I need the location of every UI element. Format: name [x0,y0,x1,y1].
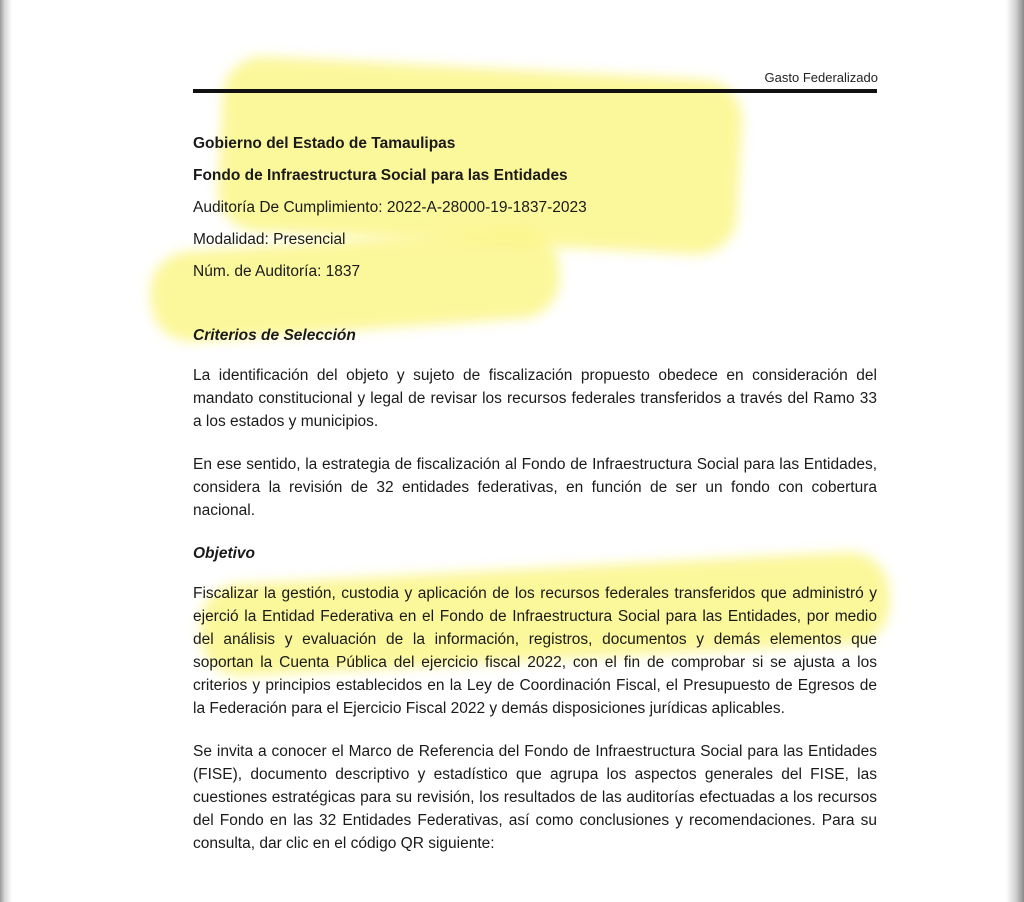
audit-modality: Modalidad: Presencial [193,231,346,248]
criteria-paragraph-1: La identificación del objeto y sujeto de fiscalización propuesto obedece en consideración del mandato constitucional y legal de revisar los recursos federales transferidos a través del Ramo 33 a los estados y municipios. [193,367,877,430]
objective-heading: Objetivo [193,545,256,562]
audit-number: Núm. de Auditoría: 1837 [193,263,361,280]
header-rule [193,89,877,93]
fund-name: Fondo de Infraestructura Social para las Entidades [193,167,568,184]
running-header: Gasto Federalizado [764,70,878,85]
objective-paragraph: Fiscalizar la gestión, custodia y aplicación de los recursos federales transferidos que administró y ejerció la Entidad Federativa en el Fondo de Infraestructura Social para las Entidades, por medio del análisis y evaluación de la información, registros, documentos y demás elementos que soportan la Cuenta Pública del ejercicio fiscal 2022, con el fin de comprobar si se ajusta a los criterios y principios establecidos en la Ley de Coordinación Fiscal, el Presupuesto de Egresos de la Federación para el Ejercicio Fiscal 2022 y demás disposiciones jurídicas aplicables. [193,585,877,717]
document-body [193,132,877,855]
page-edge-shadow-right [1006,0,1024,902]
audit-id: Auditoría De Cumplimiento: 2022-A-28000-19-1837-2023 [193,199,587,216]
reference-paragraph: Se invita a conocer el Marco de Referencia del Fondo de Infraestructura Social para las Entidades (FISE), documento descriptivo y estadístico que agrupa los aspectos generales del FISE, las cuestiones estratégicas para su revisión, los resultados de las auditorías efectuadas a los recursos del Fondo en las 32 Entidades Federativas, así como conclusiones y recomendaciones. Para su consulta, dar clic en el código QR siguiente: [193,743,877,852]
entity-name: Gobierno del Estado de Tamaulipas [193,135,456,152]
criteria-heading: Criterios de Selección [193,327,356,344]
page-edge-shadow-left [0,0,12,902]
criteria-paragraph-2: En ese sentido, la estrategia de fiscalización al Fondo de Infraestructura Social para las Entidades, considera la revisión de 32 entidades federativas, en función de ser un fondo con cobertura nacional. [193,456,877,519]
